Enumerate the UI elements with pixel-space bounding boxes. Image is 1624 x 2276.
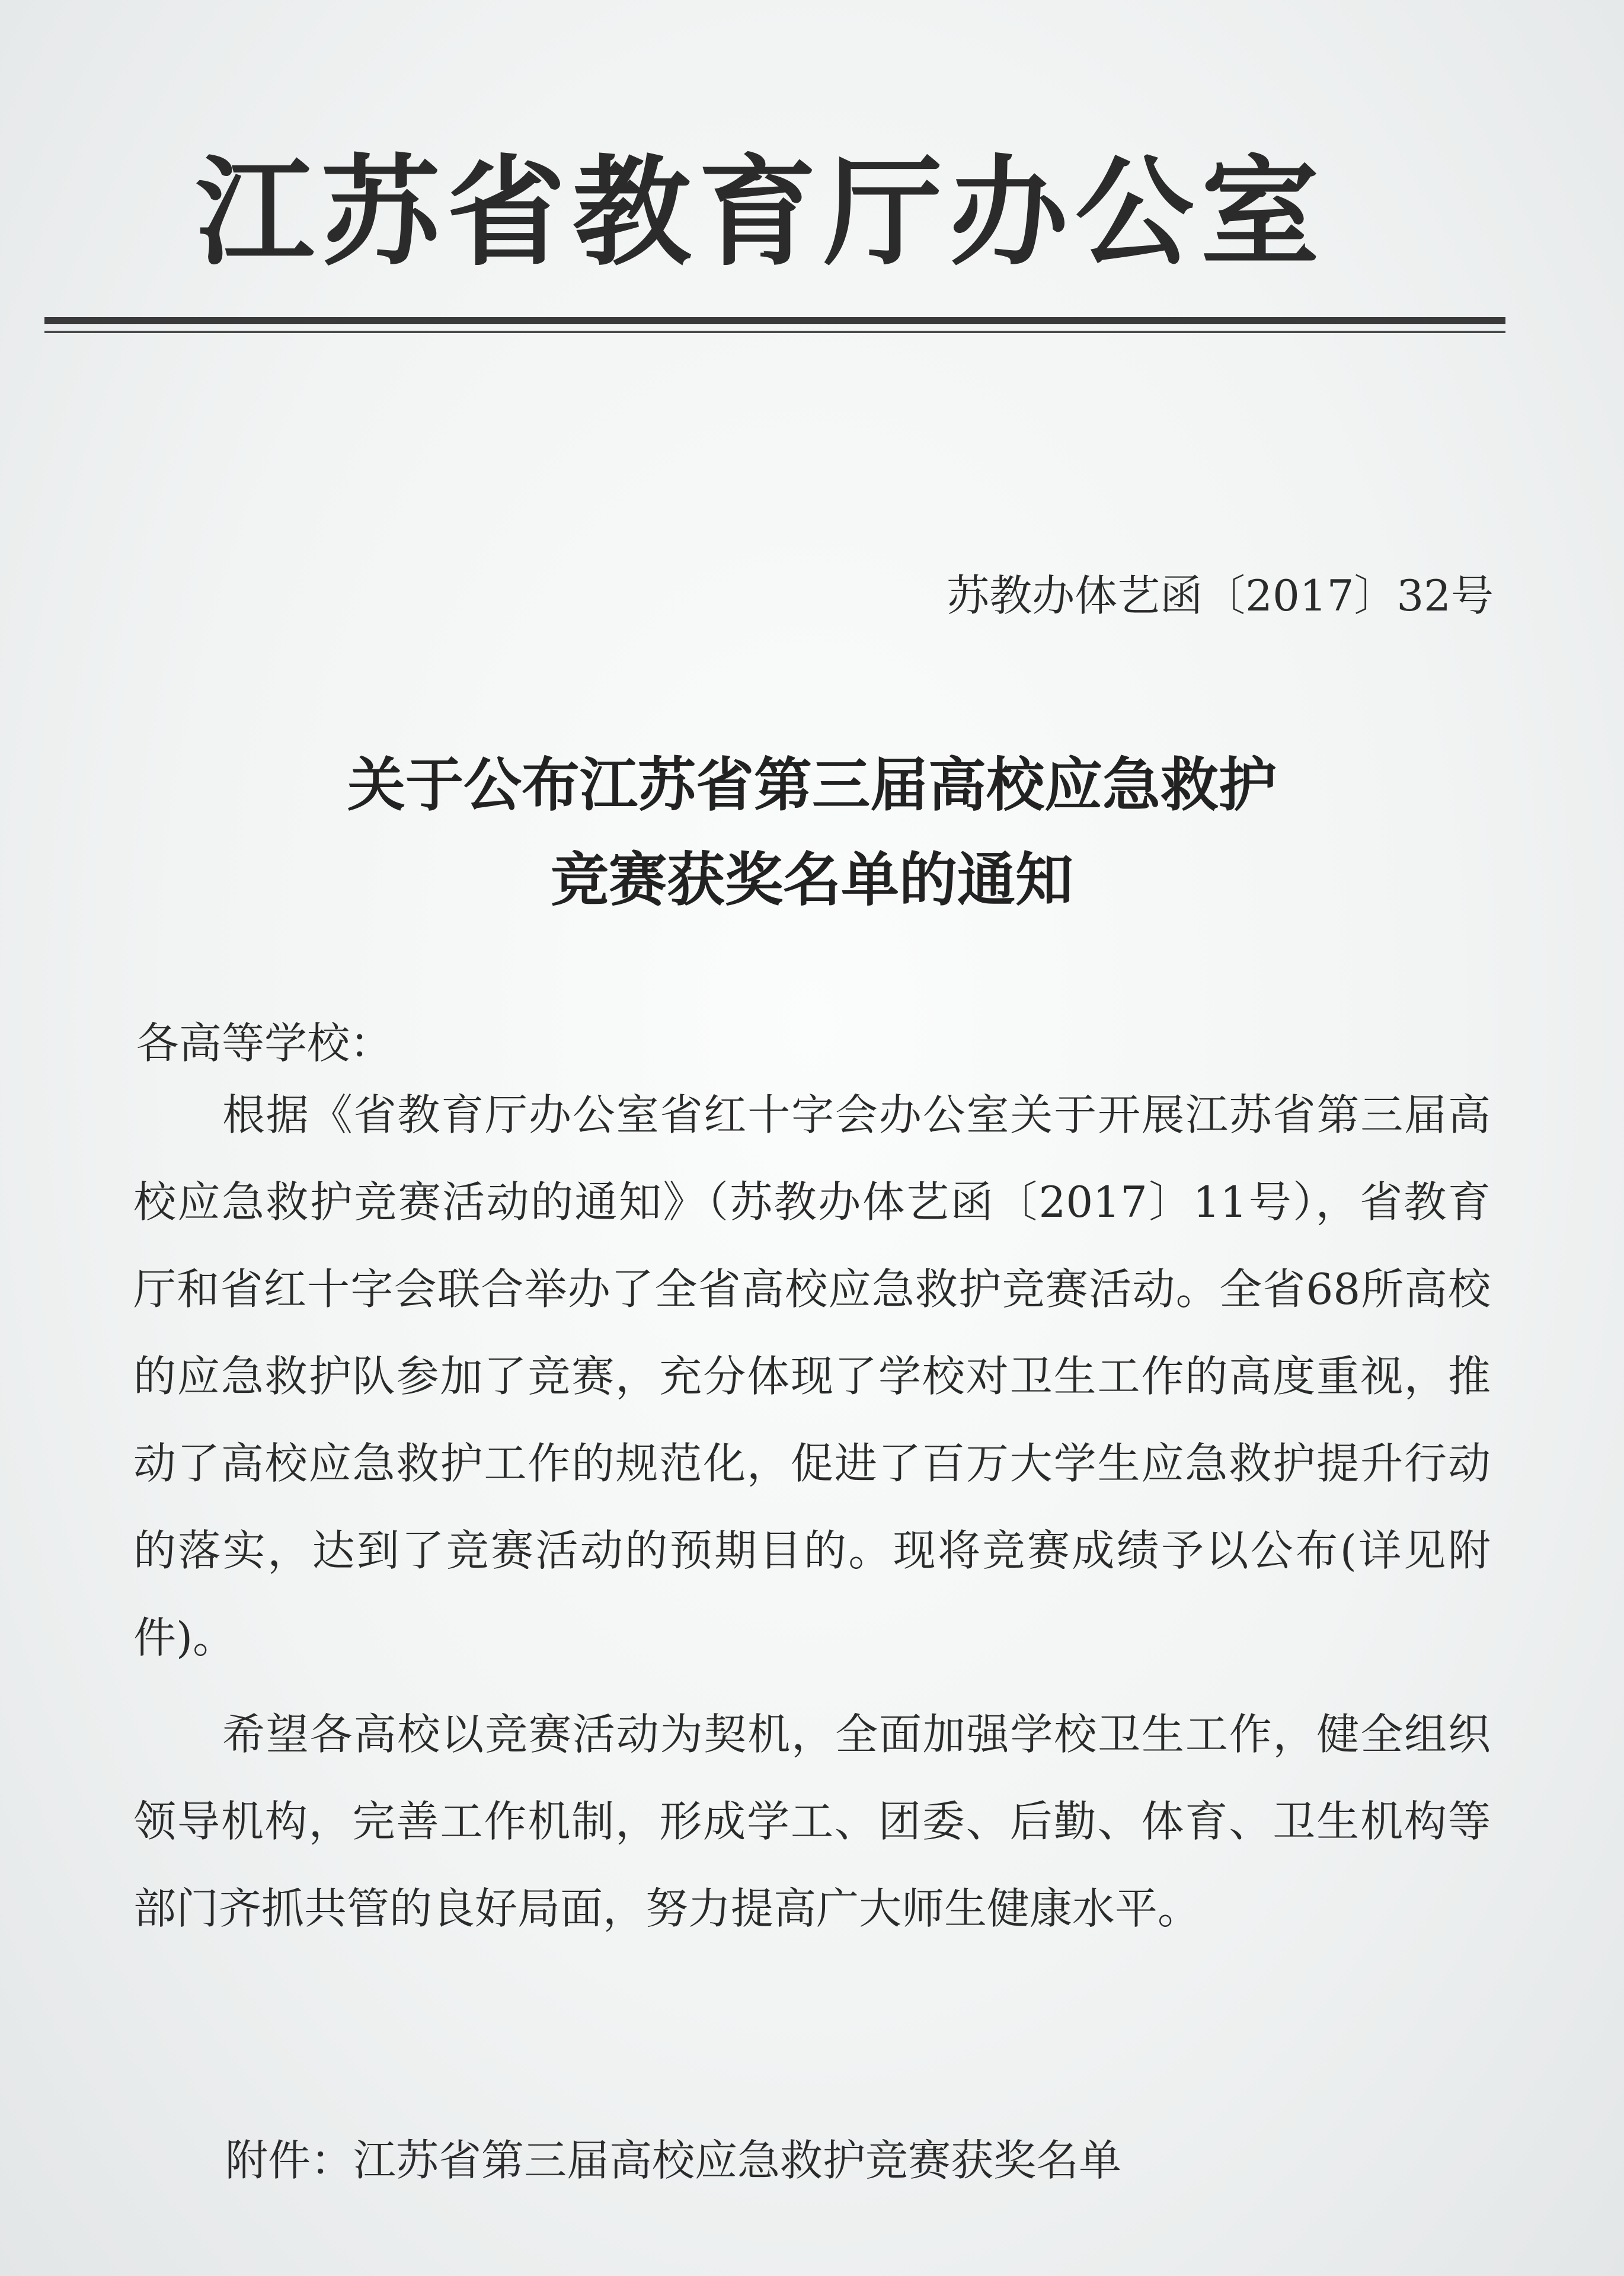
letterhead-divider-thick <box>44 317 1505 324</box>
attachment-note: 附件：江苏省第三届高校应急救护竞赛获奖名单 <box>225 2136 1122 2185</box>
letterhead-title: 江苏省教育厅办公室 <box>196 144 1327 282</box>
letterhead-divider-thin <box>44 331 1505 333</box>
body-paragraph: 希望各高校以竞赛活动为契机，全面加强学校卫生工作，健全组织领导机构，完善工作机制，形成学工、团委、后勤、体育、卫生机构等部门齐抓共管的良好局面，努力提高广大师生健康水平。 <box>133 1709 1491 1933</box>
document-number: 苏教办体艺函〔2017〕32号 <box>947 571 1494 621</box>
document-title-line-2: 竞赛获奖名单的通知 <box>550 846 1073 914</box>
document-title <box>119 738 1505 928</box>
body-paragraph: 根据《省教育厅办公室省红十字会办公室关于开展江苏省第三届高校应急救护竞赛活动的通知》（苏教办体艺函〔2017〕11号），省教育厅和省红十字会联合举办了全省高校应急救护竞赛活动。全省68所高校的应急救护队参加了竞赛，充分体现了学校对卫生工作的高度重视，推动了高校应急救护工作的规范化，促进了百万大学生应急救护提升行动的落实，达到了竞赛活动的预期目的。现将竞赛成绩予以公布(详见附件)。 <box>133 1090 1491 1663</box>
document-title-line-1: 关于公布江苏省第三届高校应急救护 <box>347 752 1277 819</box>
addressee: 各高等学校： <box>136 1018 393 1068</box>
